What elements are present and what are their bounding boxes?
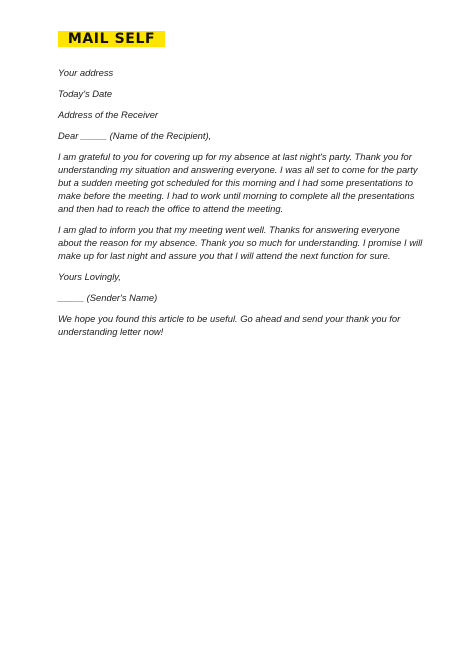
footer-note: We hope you found this article to be useful. Go ahead and send your thank you for understanding letter now! (58, 313, 401, 337)
letter-body (58, 66, 424, 346)
closing: Yours Lovingly, (58, 271, 121, 282)
receiver-address: Address of the Receiver (58, 109, 159, 120)
letter-date: Today's Date (58, 88, 113, 99)
signature: _____ (Sender's Name) (58, 292, 158, 303)
mailself-logo (58, 31, 165, 47)
paragraph-1: I am grateful to you for covering up for my absence at last night's party. Thank you for understanding my situation and answering everyone. I was all set to come for the party but a sudden meeting got scheduled for this morning and I had some presentations to make before the meeting. I had to work until morning to complete all the presentations and then had to reach the office to attend the meeting. (58, 151, 418, 214)
sender-address: Your address (58, 67, 114, 78)
logo-text: MAIL SELF (67, 31, 156, 47)
salutation: Dear _____ (Name of the Recipient), (58, 130, 212, 141)
paragraph-2: I am glad to inform you that my meeting went well. Thanks for answering everyone about the reason for my absence. Thank you so much for understanding. I promise I will make up for last night and assure you that I will attend the next function for sure. (58, 224, 423, 261)
